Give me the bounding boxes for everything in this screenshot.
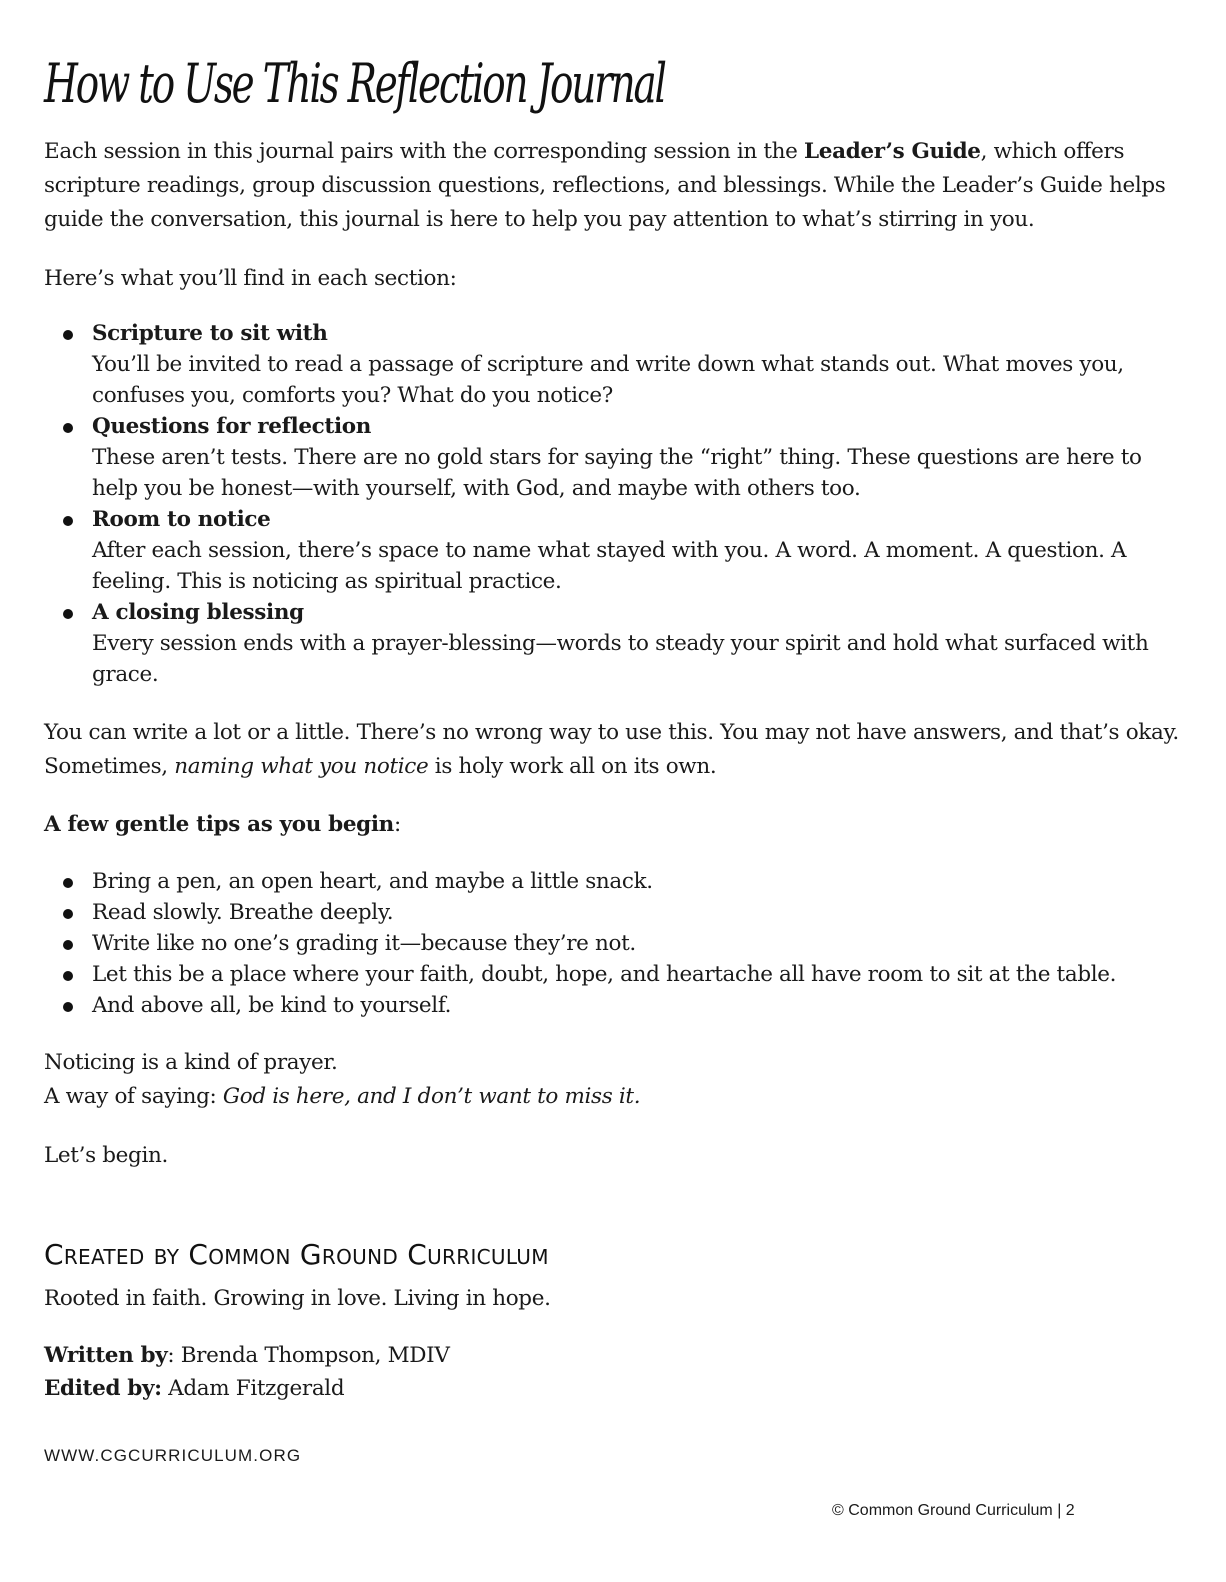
section-text: These aren’t tests. There are no gold stars for saying the “right” thing. These questions are here to help you be honest—with yourself, with God, and maybe with others too.	[92, 445, 1142, 501]
bullet-icon	[63, 940, 73, 950]
page-title: How to Use This Reflection Journal	[44, 52, 665, 115]
website-link[interactable]: WWW.CGCURRICULUM.ORG	[44, 1446, 302, 1465]
tip-text: Write like no one’s grading it—because they’re not.	[92, 931, 636, 956]
tips-heading-colon: :	[393, 812, 401, 837]
closing-block	[44, 1046, 1184, 1114]
written-by-value: : Brenda Thompson, MDIV	[167, 1343, 450, 1368]
credits-heading	[44, 1238, 1184, 1272]
tip-text: Bring a pen, an open heart, and maybe a little snack.	[92, 869, 653, 894]
closing-line-2-italic: God is here, and I don’t want to miss it.	[222, 1084, 641, 1109]
list-item	[44, 318, 1184, 411]
bullet-icon	[63, 878, 73, 888]
bullet-icon	[63, 1002, 73, 1012]
list-item	[44, 897, 1184, 928]
tip-text: Read slowly. Breathe deeply.	[92, 900, 394, 925]
tagline-text: Rooted in faith. Growing in love. Living in hope.	[44, 1286, 551, 1311]
tips-list	[44, 866, 1184, 1021]
list-item	[44, 928, 1184, 959]
lets-begin-text: Let’s begin.	[44, 1143, 168, 1168]
tagline	[44, 1282, 1184, 1316]
tip-text: And above all, be kind to yourself.	[92, 993, 452, 1018]
section-heading: Room to notice	[92, 507, 271, 532]
list-item	[44, 866, 1184, 897]
section-text: Every session ends with a prayer-blessing—words to steady your spirit and hold what surfaced with grace.	[92, 631, 1149, 687]
bullet-icon	[63, 609, 73, 619]
write-note-text-2: is holy work all on its own.	[428, 754, 717, 779]
bullet-icon	[63, 423, 73, 433]
closing-line-1: Noticing is a kind of prayer.	[44, 1050, 338, 1075]
tip-text: Let this be a place where your faith, doubt, hope, and heartache all have room to sit at the table.	[92, 962, 1117, 987]
credits-heading-text: Created by Common Ground Curriculum	[44, 1238, 549, 1271]
sections-list	[44, 318, 1184, 690]
write-note-paragraph	[44, 716, 1184, 784]
bullet-icon	[63, 909, 73, 919]
write-note-text-1: You can write a lot or a little. There’s no wrong way to use this. You may not have answers, and that’s okay. Sometimes,	[44, 720, 1179, 779]
write-note-italic: naming what you notice	[174, 754, 429, 779]
written-by-label: Written by	[44, 1343, 168, 1368]
section-heading: A closing blessing	[92, 600, 304, 625]
list-item	[44, 504, 1184, 597]
edited-by-value: Adam Fitzgerald	[161, 1376, 345, 1401]
leaders-guide-bold: Leader’s Guide	[804, 139, 981, 164]
section-heading: Scripture to sit with	[92, 321, 328, 346]
list-item	[44, 597, 1184, 690]
closing-line-2-prefix: A way of saying:	[44, 1084, 223, 1109]
edited-by-label: Edited by:	[44, 1376, 162, 1401]
bullet-icon	[63, 971, 73, 981]
intro-paragraph	[44, 135, 1184, 237]
bullet-icon	[63, 330, 73, 340]
section-text: You’ll be invited to read a passage of scripture and write down what stands out. What moves you, confuses you, comforts you? What do you notice?	[92, 352, 1124, 408]
intro-text-2: , which offers scripture readings, group discussion questions, reflections, and blessings. While the Leader’s Guide helps guide the conversation, this journal is here to help you pay attention to what’s stirring in you.	[44, 139, 1166, 232]
bullet-icon	[63, 516, 73, 526]
tips-heading	[44, 808, 1184, 842]
section-text: After each session, there’s space to name what stayed with you. A word. A moment. A question. A feeling. This is noticing as spiritual practice.	[92, 538, 1127, 594]
intro-text-1: Each session in this journal pairs with the corresponding session in the	[44, 139, 805, 164]
page-footer: © Common Ground Curriculum | 2	[832, 1502, 1075, 1519]
list-item	[44, 959, 1184, 990]
sections-intro-text: Here’s what you’ll find in each section:	[44, 266, 457, 291]
credits-people	[44, 1339, 1184, 1406]
sections-intro	[44, 262, 1184, 296]
lets-begin	[44, 1139, 1184, 1173]
list-item	[44, 411, 1184, 504]
list-item	[44, 990, 1184, 1021]
section-heading: Questions for reflection	[92, 414, 372, 439]
tips-heading-text: A few gentle tips as you begin	[44, 812, 394, 837]
